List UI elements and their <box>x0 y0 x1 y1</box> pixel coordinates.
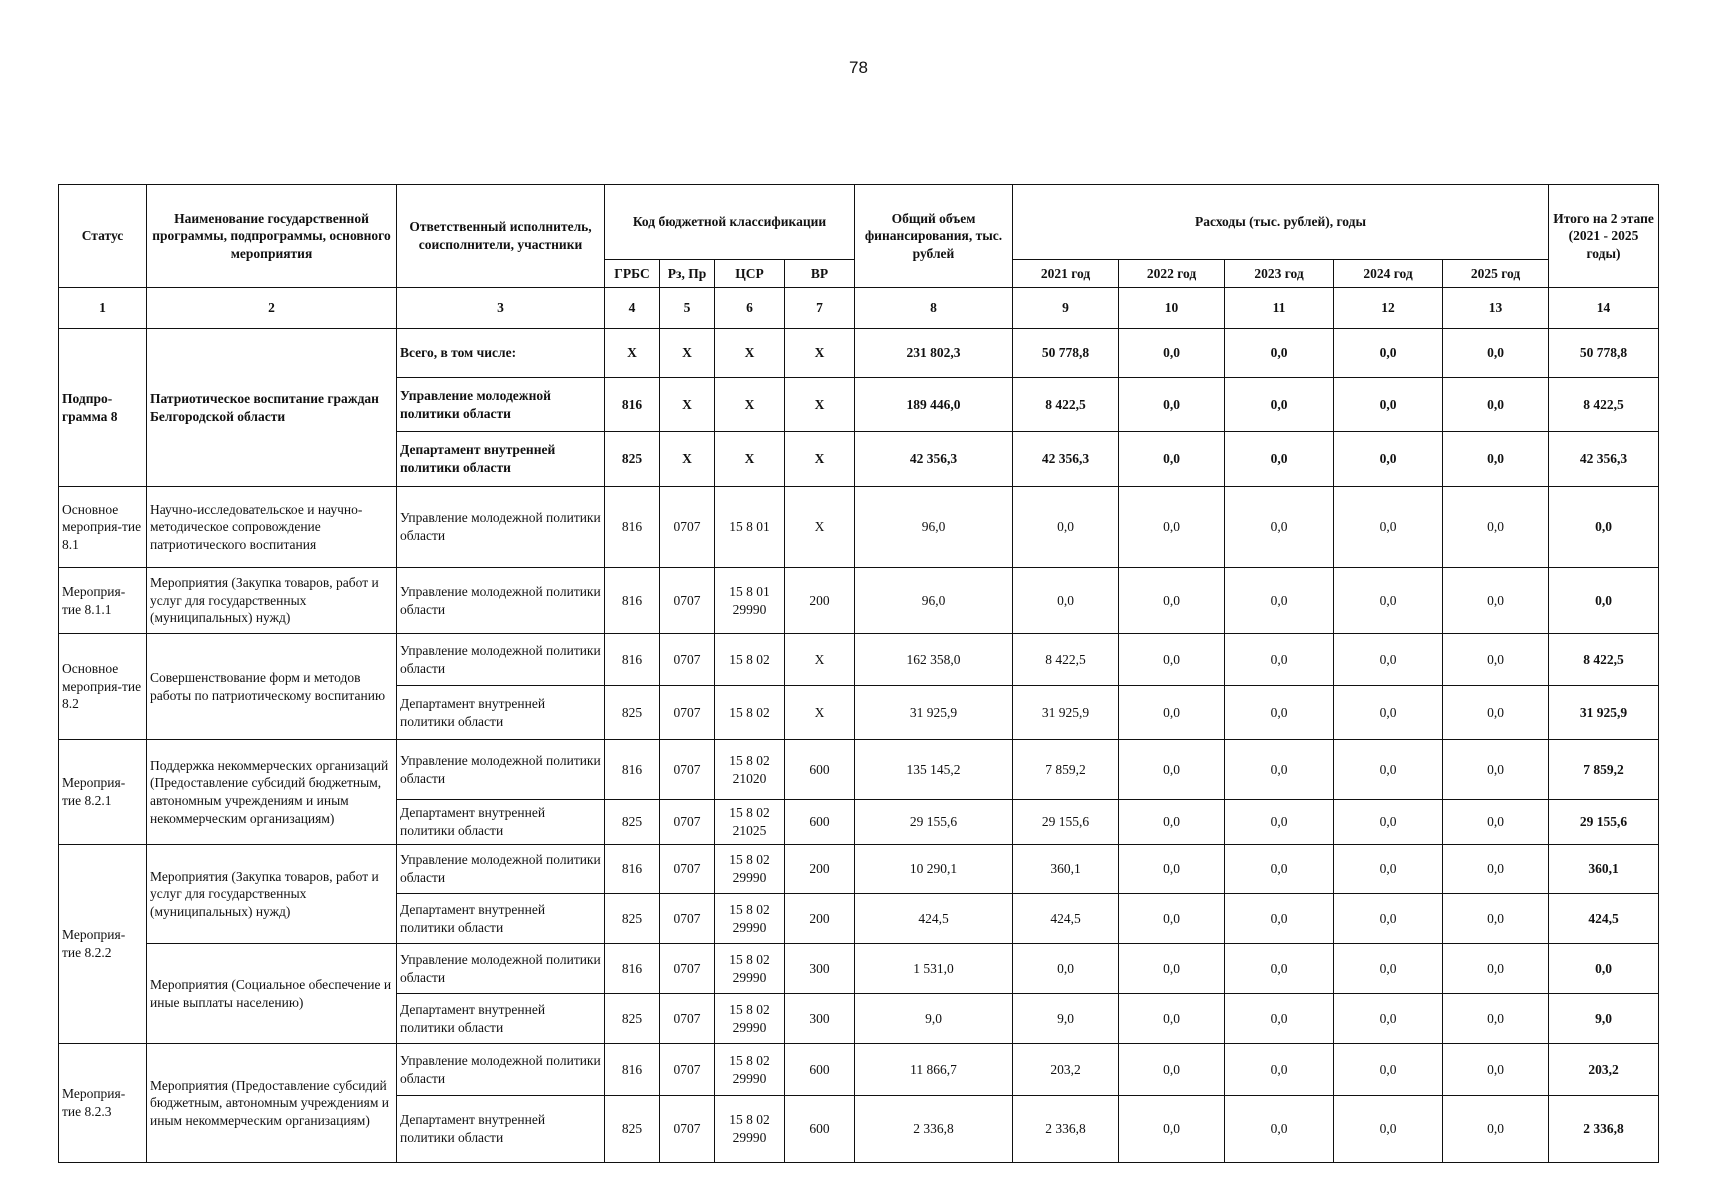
row-2022: 0,0 <box>1119 1096 1225 1163</box>
row-total: 189 446,0 <box>855 378 1013 432</box>
row-executor: Управление молодежной политики области <box>397 634 605 686</box>
row-executor: Департамент внутренней политики области <box>397 686 605 740</box>
row-2023: 0,0 <box>1225 994 1334 1044</box>
row-csr: 15 8 02 29990 <box>715 1044 785 1096</box>
row-executor: Всего, в том числе: <box>397 329 605 378</box>
row-csr: 15 8 02 29990 <box>715 1096 785 1163</box>
table-row <box>59 1044 1659 1096</box>
row-csr: 15 8 02 <box>715 686 785 740</box>
row-2022: 0,0 <box>1119 944 1225 994</box>
row-2025: 0,0 <box>1443 740 1549 800</box>
row-executor: Департамент внутренней политики области <box>397 1096 605 1163</box>
row-grbs: 825 <box>605 894 660 944</box>
row-2022: 0,0 <box>1119 845 1225 894</box>
row-executor: Управление молодежной политики области <box>397 845 605 894</box>
row-vr: 200 <box>785 845 855 894</box>
row-2025: 0,0 <box>1443 845 1549 894</box>
row-2021: 29 155,6 <box>1013 800 1119 845</box>
row-executor: Департамент внутренней политики области <box>397 994 605 1044</box>
row-stage-total: 29 155,6 <box>1549 800 1659 845</box>
column-number: 9 <box>1013 288 1119 329</box>
row-2023: 0,0 <box>1225 894 1334 944</box>
row-grbs: 816 <box>605 568 660 634</box>
row-name: Патриотическое воспитание граждан Белгородской области <box>147 329 397 487</box>
row-stage-total: 31 925,9 <box>1549 686 1659 740</box>
row-executor: Управление молодежной политики области <box>397 378 605 432</box>
row-2022: 0,0 <box>1119 378 1225 432</box>
row-csr: 15 8 02 <box>715 634 785 686</box>
row-total: 10 290,1 <box>855 845 1013 894</box>
row-rz-pr: 0707 <box>660 800 715 845</box>
header-executor: Ответственный исполнитель, соисполнители, участники <box>397 185 605 288</box>
header-2023: 2023 год <box>1225 260 1334 288</box>
row-vr: 600 <box>785 1044 855 1096</box>
row-csr: X <box>715 329 785 378</box>
row-2022: 0,0 <box>1119 1044 1225 1096</box>
row-2025: 0,0 <box>1443 1044 1549 1096</box>
row-name: Мероприятия (Предоставление субсидий бюджетным, автономным учреждениям и иным некоммерческим организациям) <box>147 1044 397 1163</box>
row-2021: 203,2 <box>1013 1044 1119 1096</box>
row-2024: 0,0 <box>1334 894 1443 944</box>
row-2021: 8 422,5 <box>1013 634 1119 686</box>
row-2024: 0,0 <box>1334 1044 1443 1096</box>
row-2022: 0,0 <box>1119 487 1225 568</box>
row-grbs: 825 <box>605 994 660 1044</box>
row-2024: 0,0 <box>1334 740 1443 800</box>
row-2025: 0,0 <box>1443 487 1549 568</box>
row-rz-pr: X <box>660 432 715 487</box>
row-total: 162 358,0 <box>855 634 1013 686</box>
row-2025: 0,0 <box>1443 686 1549 740</box>
row-2022: 0,0 <box>1119 329 1225 378</box>
header-2025: 2025 год <box>1443 260 1549 288</box>
row-grbs: X <box>605 329 660 378</box>
row-name: Совершенствование форм и методов работы по патриотическому воспитанию <box>147 634 397 740</box>
row-name: Мероприятия (Закупка товаров, работ и услуг для государственных (муниципальных) нужд) <box>147 845 397 944</box>
row-executor: Управление молодежной политики области <box>397 487 605 568</box>
row-2025: 0,0 <box>1443 634 1549 686</box>
row-rz-pr: 0707 <box>660 994 715 1044</box>
row-total: 9,0 <box>855 994 1013 1044</box>
row-2024: 0,0 <box>1334 686 1443 740</box>
header-budget-code: Код бюджетной классификации <box>605 185 855 260</box>
row-total: 135 145,2 <box>855 740 1013 800</box>
row-vr: X <box>785 634 855 686</box>
row-2024: 0,0 <box>1334 634 1443 686</box>
row-vr: 600 <box>785 740 855 800</box>
row-2024: 0,0 <box>1334 568 1443 634</box>
row-2023: 0,0 <box>1225 329 1334 378</box>
row-grbs: 816 <box>605 944 660 994</box>
header-status: Статус <box>59 185 147 288</box>
row-vr: X <box>785 432 855 487</box>
row-2021: 31 925,9 <box>1013 686 1119 740</box>
row-2023: 0,0 <box>1225 378 1334 432</box>
row-rz-pr: 0707 <box>660 568 715 634</box>
row-2025: 0,0 <box>1443 944 1549 994</box>
table-row <box>59 568 1659 634</box>
column-number: 7 <box>785 288 855 329</box>
row-csr: 15 8 01 29990 <box>715 568 785 634</box>
row-2021: 9,0 <box>1013 994 1119 1044</box>
row-status: Мероприя-тие 8.2.1 <box>59 740 147 845</box>
column-number: 10 <box>1119 288 1225 329</box>
row-stage-total: 0,0 <box>1549 568 1659 634</box>
row-executor: Департамент внутренней политики области <box>397 432 605 487</box>
row-2022: 0,0 <box>1119 800 1225 845</box>
header-grbs: ГРБС <box>605 260 660 288</box>
row-csr: X <box>715 378 785 432</box>
row-status: Подпро-грамма 8 <box>59 329 147 487</box>
row-2022: 0,0 <box>1119 634 1225 686</box>
row-2023: 0,0 <box>1225 845 1334 894</box>
row-total: 11 866,7 <box>855 1044 1013 1096</box>
row-name: Научно-исследовательское и научно-методическое сопровождение патриотического воспитания <box>147 487 397 568</box>
row-csr: X <box>715 432 785 487</box>
column-number: 1 <box>59 288 147 329</box>
row-csr: 15 8 02 29990 <box>715 944 785 994</box>
row-status: Мероприя-тие 8.2.2 <box>59 845 147 1044</box>
row-csr: 15 8 02 29990 <box>715 894 785 944</box>
row-status: Основное мероприя-тие 8.2 <box>59 634 147 740</box>
row-stage-total: 0,0 <box>1549 487 1659 568</box>
row-2025: 0,0 <box>1443 568 1549 634</box>
row-csr: 15 8 02 21020 <box>715 740 785 800</box>
row-rz-pr: 0707 <box>660 487 715 568</box>
row-csr: 15 8 02 29990 <box>715 994 785 1044</box>
row-vr: 300 <box>785 994 855 1044</box>
row-grbs: 816 <box>605 487 660 568</box>
row-2022: 0,0 <box>1119 432 1225 487</box>
row-status: Основное мероприя-тие 8.1 <box>59 487 147 568</box>
row-name: Мероприятия (Социальное обеспечение и иные выплаты населению) <box>147 944 397 1044</box>
row-2025: 0,0 <box>1443 329 1549 378</box>
row-2024: 0,0 <box>1334 1096 1443 1163</box>
row-stage-total: 8 422,5 <box>1549 378 1659 432</box>
column-number-row <box>59 288 1659 329</box>
row-2024: 0,0 <box>1334 378 1443 432</box>
row-2024: 0,0 <box>1334 944 1443 994</box>
row-grbs: 816 <box>605 740 660 800</box>
row-grbs: 825 <box>605 432 660 487</box>
row-2023: 0,0 <box>1225 800 1334 845</box>
row-vr: 300 <box>785 944 855 994</box>
row-executor: Департамент внутренней политики области <box>397 894 605 944</box>
row-grbs: 816 <box>605 845 660 894</box>
row-2021: 2 336,8 <box>1013 1096 1119 1163</box>
header-rz-pr: Рз, Пр <box>660 260 715 288</box>
row-total: 96,0 <box>855 568 1013 634</box>
column-number: 13 <box>1443 288 1549 329</box>
column-number: 11 <box>1225 288 1334 329</box>
table-row <box>59 845 1659 894</box>
row-2024: 0,0 <box>1334 994 1443 1044</box>
row-2021: 0,0 <box>1013 487 1119 568</box>
row-stage-total: 2 336,8 <box>1549 1096 1659 1163</box>
row-csr: 15 8 02 21025 <box>715 800 785 845</box>
row-csr: 15 8 01 <box>715 487 785 568</box>
row-total: 424,5 <box>855 894 1013 944</box>
row-stage-total: 42 356,3 <box>1549 432 1659 487</box>
row-vr: 200 <box>785 894 855 944</box>
row-grbs: 825 <box>605 800 660 845</box>
row-vr: X <box>785 686 855 740</box>
header-expenses: Расходы (тыс. рублей), годы <box>1013 185 1549 260</box>
row-2025: 0,0 <box>1443 432 1549 487</box>
column-number: 8 <box>855 288 1013 329</box>
row-2025: 0,0 <box>1443 378 1549 432</box>
row-total: 42 356,3 <box>855 432 1013 487</box>
row-2021: 0,0 <box>1013 568 1119 634</box>
header-2022: 2022 год <box>1119 260 1225 288</box>
row-stage-total: 8 422,5 <box>1549 634 1659 686</box>
column-number: 5 <box>660 288 715 329</box>
budget-table <box>58 184 1659 1163</box>
row-2023: 0,0 <box>1225 432 1334 487</box>
row-rz-pr: X <box>660 329 715 378</box>
row-2021: 0,0 <box>1013 944 1119 994</box>
row-rz-pr: 0707 <box>660 1096 715 1163</box>
row-2023: 0,0 <box>1225 1044 1334 1096</box>
row-2023: 0,0 <box>1225 1096 1334 1163</box>
header-stage-total: Итого на 2 этапе (2021 - 2025 годы) <box>1549 185 1659 288</box>
row-grbs: 816 <box>605 1044 660 1096</box>
row-total: 231 802,3 <box>855 329 1013 378</box>
row-rz-pr: 0707 <box>660 740 715 800</box>
row-rz-pr: 0707 <box>660 1044 715 1096</box>
row-rz-pr: 0707 <box>660 686 715 740</box>
row-2021: 8 422,5 <box>1013 378 1119 432</box>
row-2022: 0,0 <box>1119 686 1225 740</box>
column-number: 2 <box>147 288 397 329</box>
row-stage-total: 360,1 <box>1549 845 1659 894</box>
row-2024: 0,0 <box>1334 329 1443 378</box>
column-number: 3 <box>397 288 605 329</box>
row-2021: 50 778,8 <box>1013 329 1119 378</box>
column-number: 6 <box>715 288 785 329</box>
row-rz-pr: X <box>660 378 715 432</box>
table-row <box>59 740 1659 800</box>
header-2021: 2021 год <box>1013 260 1119 288</box>
row-vr: X <box>785 487 855 568</box>
page-number: 78 <box>849 58 868 77</box>
header-2024: 2024 год <box>1334 260 1443 288</box>
row-2023: 0,0 <box>1225 740 1334 800</box>
row-2022: 0,0 <box>1119 894 1225 944</box>
row-2023: 0,0 <box>1225 568 1334 634</box>
row-executor: Управление молодежной политики области <box>397 1044 605 1096</box>
row-executor: Управление молодежной политики области <box>397 740 605 800</box>
row-2025: 0,0 <box>1443 894 1549 944</box>
row-executor: Управление молодежной политики области <box>397 944 605 994</box>
row-2024: 0,0 <box>1334 800 1443 845</box>
header-vr: ВР <box>785 260 855 288</box>
row-total: 2 336,8 <box>855 1096 1013 1163</box>
row-grbs: 825 <box>605 686 660 740</box>
row-grbs: 825 <box>605 1096 660 1163</box>
row-2021: 42 356,3 <box>1013 432 1119 487</box>
table-row <box>59 329 1659 378</box>
row-2023: 0,0 <box>1225 634 1334 686</box>
column-number: 4 <box>605 288 660 329</box>
header-total-volume: Общий объем финансирования, тыс. рублей <box>855 185 1013 288</box>
row-2024: 0,0 <box>1334 845 1443 894</box>
row-vr: 600 <box>785 800 855 845</box>
row-name: Мероприятия (Закупка товаров, работ и услуг для государственных (муниципальных) нужд) <box>147 568 397 634</box>
row-total: 96,0 <box>855 487 1013 568</box>
row-vr: X <box>785 378 855 432</box>
row-2025: 0,0 <box>1443 994 1549 1044</box>
row-grbs: 816 <box>605 378 660 432</box>
row-2022: 0,0 <box>1119 740 1225 800</box>
row-2021: 7 859,2 <box>1013 740 1119 800</box>
column-number: 14 <box>1549 288 1659 329</box>
row-executor: Департамент внутренней политики области <box>397 800 605 845</box>
row-2023: 0,0 <box>1225 487 1334 568</box>
row-total: 31 925,9 <box>855 686 1013 740</box>
table-row <box>59 634 1659 686</box>
header-csr: ЦСР <box>715 260 785 288</box>
row-stage-total: 203,2 <box>1549 1044 1659 1096</box>
row-csr: 15 8 02 29990 <box>715 845 785 894</box>
row-status: Мероприя-тие 8.2.3 <box>59 1044 147 1163</box>
row-executor: Управление молодежной политики области <box>397 568 605 634</box>
row-2022: 0,0 <box>1119 568 1225 634</box>
row-rz-pr: 0707 <box>660 845 715 894</box>
row-vr: 600 <box>785 1096 855 1163</box>
row-2025: 0,0 <box>1443 800 1549 845</box>
row-stage-total: 0,0 <box>1549 944 1659 994</box>
row-2025: 0,0 <box>1443 1096 1549 1163</box>
row-2023: 0,0 <box>1225 944 1334 994</box>
row-grbs: 816 <box>605 634 660 686</box>
row-2022: 0,0 <box>1119 994 1225 1044</box>
row-2024: 0,0 <box>1334 487 1443 568</box>
row-stage-total: 424,5 <box>1549 894 1659 944</box>
row-vr: 200 <box>785 568 855 634</box>
row-rz-pr: 0707 <box>660 894 715 944</box>
row-status: Мероприя-тие 8.1.1 <box>59 568 147 634</box>
row-rz-pr: 0707 <box>660 944 715 994</box>
row-2021: 424,5 <box>1013 894 1119 944</box>
row-vr: X <box>785 329 855 378</box>
table-row <box>59 487 1659 568</box>
row-total: 29 155,6 <box>855 800 1013 845</box>
header-name: Наименование государственной программы, подпрограммы, основного мероприятия <box>147 185 397 288</box>
table-row <box>59 944 1659 994</box>
row-2021: 360,1 <box>1013 845 1119 894</box>
row-total: 1 531,0 <box>855 944 1013 994</box>
column-number: 12 <box>1334 288 1443 329</box>
row-name: Поддержка некоммерческих организаций (Предоставление субсидий бюджетным, автономным учреждениям и иным некоммерческим организациям) <box>147 740 397 845</box>
row-stage-total: 7 859,2 <box>1549 740 1659 800</box>
row-2024: 0,0 <box>1334 432 1443 487</box>
row-rz-pr: 0707 <box>660 634 715 686</box>
row-2023: 0,0 <box>1225 686 1334 740</box>
row-stage-total: 9,0 <box>1549 994 1659 1044</box>
row-stage-total: 50 778,8 <box>1549 329 1659 378</box>
